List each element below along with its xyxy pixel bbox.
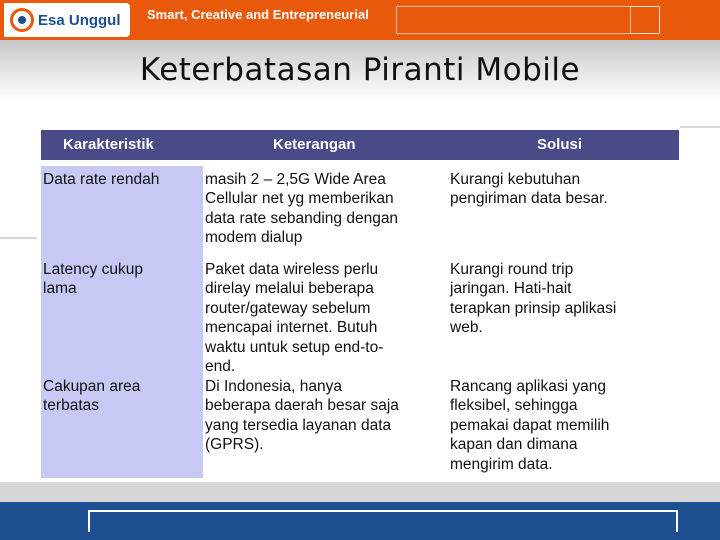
table-cell-solusi — [450, 260, 682, 338]
cell-line: yang tersedia layanan data — [205, 416, 392, 434]
cell-line: pengiriman data besar. — [450, 190, 608, 208]
cell-line: Paket data wireless perlu — [205, 261, 379, 278]
cell-line: mencapai internet. Butuh — [205, 319, 378, 337]
logo — [4, 3, 130, 37]
cell-line: Kurangi round trip — [450, 261, 574, 278]
cell-line: Kurangi kebutuhan — [450, 171, 581, 188]
cell-line: lama — [43, 280, 77, 298]
cell-line: Cellular net yg memberikan — [205, 190, 394, 208]
table-cell-solusi — [450, 377, 682, 474]
slide-title: Keterbatasan Piranti Mobile — [139, 52, 581, 88]
cell-line: beberapa daerah besar saja — [205, 397, 399, 415]
logo-text: Esa Unggul — [38, 12, 121, 29]
cell-line: modem dialup — [205, 229, 303, 247]
divider-right — [680, 126, 720, 128]
table-cell-keterangan — [205, 170, 447, 248]
cell-line: kapan dan dimana — [450, 436, 578, 454]
cell-line: end. — [205, 358, 236, 376]
footer-band — [0, 482, 720, 502]
cell-line: mengirim data. — [450, 455, 553, 473]
decor-frame-end — [630, 6, 660, 34]
cell-line: router/gateway sebelum — [205, 299, 371, 317]
divider-left — [0, 237, 38, 239]
cell-line: terapkan prinsip aplikasi — [450, 299, 617, 317]
tagline: Smart, Creative and Entrepreneurial — [147, 7, 369, 22]
logo-emblem-icon — [10, 8, 34, 32]
cell-line: Rancang aplikasi yang — [450, 378, 606, 395]
header-keterangan: Keterangan — [273, 136, 356, 153]
first-column-background — [41, 166, 203, 478]
header-decoration — [396, 6, 660, 34]
table-cell-karakteristik — [43, 260, 201, 299]
cell-line: fleksibel, sehingga — [450, 397, 578, 415]
cell-line: web. — [450, 319, 483, 337]
cell-line: pemakai dapat memilih — [450, 416, 610, 434]
cell-line: Data rate rendah — [43, 171, 160, 188]
table-cell-keterangan — [205, 260, 447, 376]
cell-line: (GPRS). — [205, 436, 264, 454]
cell-line: Cakupan area — [43, 378, 141, 395]
cell-line: data rate sebanding dengan — [205, 209, 399, 227]
header-karakteristik: Karakteristik — [63, 136, 154, 153]
cell-line: Latency cukup — [43, 261, 143, 278]
footer-bar — [0, 502, 720, 540]
cell-line: waktu untuk setup end-to- — [205, 338, 384, 356]
header-solusi: Solusi — [537, 136, 583, 153]
cell-line: masih 2 – 2,5G Wide Area — [205, 171, 386, 188]
table-cell-keterangan — [205, 377, 447, 455]
cell-line: direlay melalui beberapa — [205, 280, 374, 298]
table-cell-karakteristik — [43, 170, 201, 189]
decor-frame — [396, 6, 660, 34]
table-header — [41, 130, 679, 160]
footer-decoration — [88, 510, 678, 532]
header-bar — [0, 0, 720, 40]
table-cell-solusi — [450, 170, 682, 209]
cell-line: terbatas — [43, 397, 100, 415]
cell-line: Di Indonesia, hanya — [205, 378, 343, 395]
table-cell-karakteristik — [43, 377, 201, 416]
comparison-table — [37, 128, 683, 480]
cell-line: jaringan. Hati-hait — [450, 280, 572, 298]
